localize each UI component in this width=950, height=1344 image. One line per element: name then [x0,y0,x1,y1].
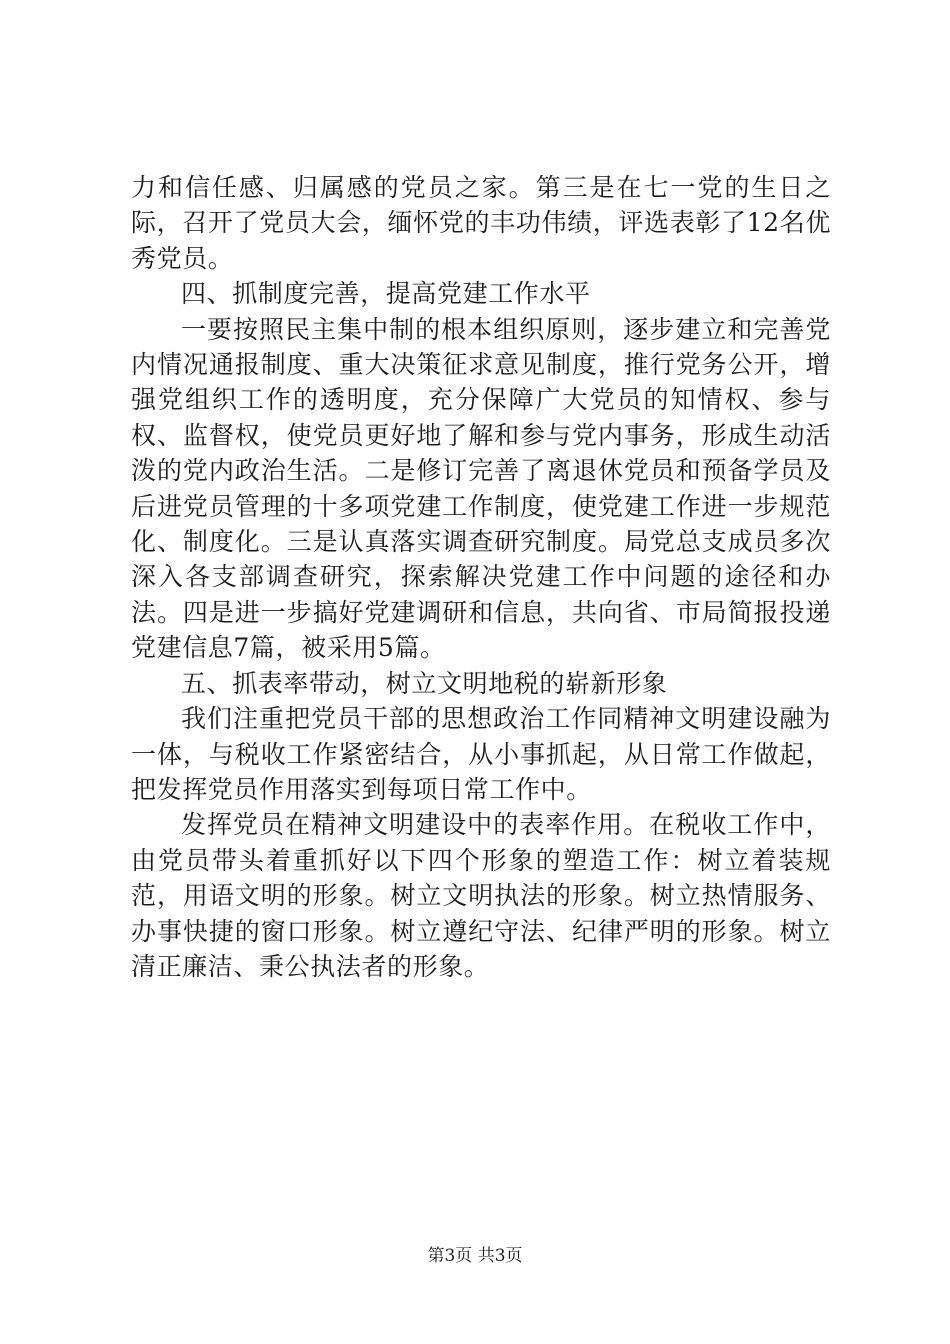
paragraph-system-improvement: 一要按照民主集中制的根本组织原则，逐步建立和完善党内情况通报制度、重大决策征求意见制度，推行党务公开，增强党组织工作的透明度，充分保障广大党员的知情权、参与权、监督权，使党员更好地了解和参与党内事务，形成生动活泼的党内政治生活。二是修订完善了离退休党员和预备学员及后进党员管理的十多项党建工作制度，使党建工作进一步规范化、制度化。三是认真落实调查研究制度。局党总支成员多次深入各支部调查研究，探索解决党建工作中问题的途径和办法。四是进一步搞好党建调研和信息，共向省、市局简报投递党建信息7篇，被采用5篇。 [131,314,831,663]
page-footer: 第3页 共3页 [427,1246,523,1266]
document-body [131,170,831,984]
paragraph-exemplary-role: 发挥党员在精神文明建设中的表率作用。在税收工作中，由党员带头着重抓好以下四个形象的塑造工作：树立着装规范，用语文明的形象。树立文明执法的形象。树立热情服务、办事快捷的窗口形象。树立遵纪守法、纪律严明的形象。树立清正廉洁、秉公执法者的形象。 [131,810,831,981]
section-heading-4: 四、抓制度完善，提高党建工作水平 [181,279,591,309]
paragraph-continuation: 力和信任感、归属感的党员之家。第三是在七一党的生日之际，召开了党员大会，缅怀党的丰功伟绩，评选表彰了12名优秀党员。 [131,173,831,273]
paragraph-integration: 我们注重把党员干部的思想政治工作同精神文明建设融为一体，与税收工作紧密结合，从小事抓起，从日常工作做起，把发挥党员作用落实到每项日常工作中。 [131,704,831,804]
section-heading-5: 五、抓表率带动，树立文明地税的崭新形象 [181,668,668,698]
